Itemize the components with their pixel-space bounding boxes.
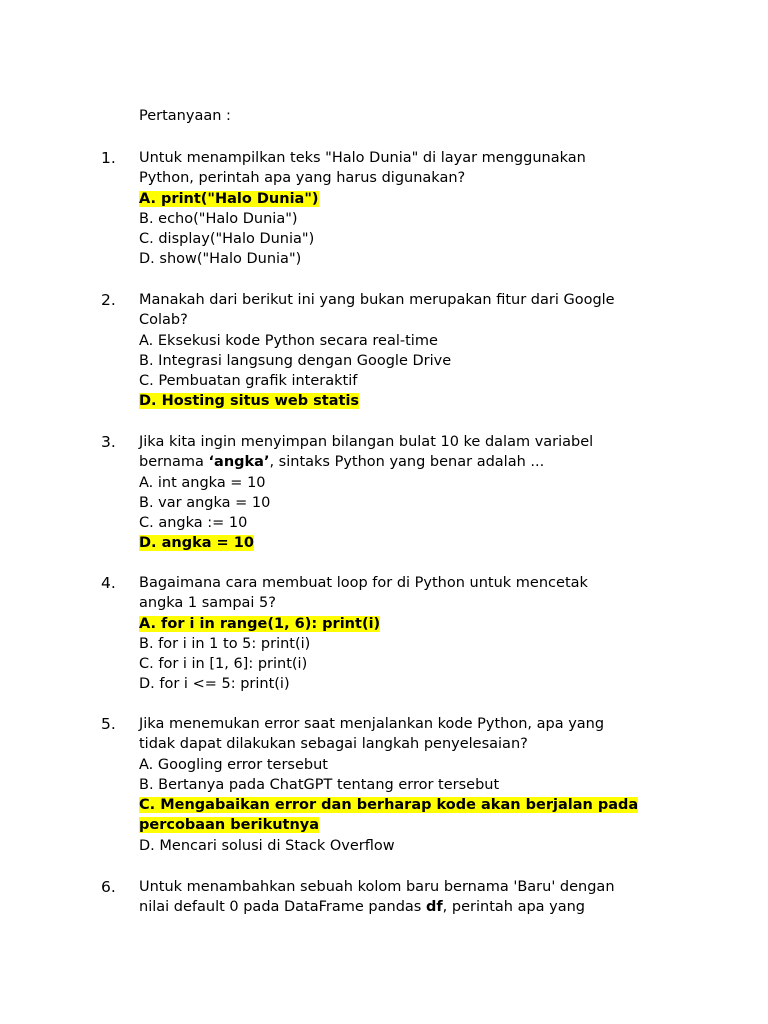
question-body [139, 290, 699, 412]
option-c: C. Pembuatan grafik interaktif [139, 373, 358, 390]
option-b: B. Bertanya pada ChatGPT tentang error tersebut [139, 776, 500, 793]
question-text-segment: nilai default 0 pada DataFrame pandas [139, 899, 426, 916]
option-a: A. int angka = 10 [139, 474, 266, 491]
option-a [139, 189, 699, 209]
option-b: B. Integrasi langsung dengan Google Drive [139, 352, 452, 369]
question-text-line [139, 897, 699, 917]
option-a: A. Googling error tersebut [139, 756, 328, 773]
question-text-segment: , perintah apa yang [442, 899, 586, 916]
question-number: 1. [101, 149, 116, 167]
question-body [139, 432, 699, 554]
answer-highlight: D. angka = 10 [139, 535, 254, 552]
option-d [139, 533, 699, 553]
answer-highlight: A. print("Halo Dunia") [139, 190, 319, 207]
answer-highlight: percobaan berikutnya [139, 817, 320, 834]
question-text-line [139, 452, 699, 472]
option-c: C. angka := 10 [139, 515, 248, 532]
question-text-line: Colab? [139, 312, 188, 329]
question-number: 3. [101, 433, 116, 451]
question-text-line: Untuk menampilkan teks "Halo Dunia" di layar menggunakan [139, 150, 586, 166]
option-c: C. display("Halo Dunia") [139, 231, 315, 248]
question-text-line: Jika kita ingin menyimpan bilangan bulat 10 ke dalam variabel [139, 434, 594, 450]
variable-name-bold: ‘angka’ [208, 454, 270, 471]
option-d: D. for i <= 5: print(i) [139, 676, 290, 693]
option-d: D. Mencari solusi di Stack Overflow [139, 837, 395, 854]
question-text-line: Jika menemukan error saat menjalankan kode Python, apa yang [139, 716, 605, 732]
option-c-continuation [139, 815, 699, 835]
question-text-line: Bagaimana cara membuat loop for di Python untuk mencetak [139, 575, 588, 591]
answer-highlight: C. Mengabaikan error dan berharap kode akan berjalan pada [139, 797, 639, 814]
question-text-line: angka 1 sampai 5? [139, 595, 276, 612]
option-c [139, 795, 699, 815]
answer-highlight: A. for i in range(1, 6): print(i) [139, 615, 381, 632]
question-text-line: Untuk menambahkan sebuah kolom baru bernama 'Baru' dengan [139, 879, 615, 895]
question-number: 6. [101, 878, 116, 896]
answer-highlight: D. Hosting situs web statis [139, 393, 360, 410]
question-number: 5. [101, 715, 116, 733]
question-body [139, 148, 699, 270]
option-b: B. for i in 1 to 5: print(i) [139, 635, 311, 652]
option-b: B. echo("Halo Dunia") [139, 210, 298, 227]
option-a [139, 614, 699, 634]
question-body [139, 573, 699, 695]
option-d: D. show("Halo Dunia") [139, 251, 302, 268]
option-b: B. var angka = 10 [139, 494, 271, 511]
question-text-line: Manakah dari berikut ini yang bukan merupakan fitur dari Google [139, 292, 615, 308]
dataframe-name-bold: df [425, 899, 443, 916]
question-body [139, 714, 699, 856]
question-text-line: Python, perintah apa yang harus digunakan? [139, 170, 466, 187]
question-text-segment: , sintaks Python yang benar adalah ... [269, 454, 545, 471]
option-c: C. for i in [1, 6]: print(i) [139, 656, 308, 673]
option-d [139, 391, 699, 411]
question-number: 4. [101, 574, 116, 592]
question-body [139, 877, 699, 918]
question-text-line: tidak dapat dilakukan sebagai langkah penyelesaian? [139, 736, 528, 753]
question-number: 2. [101, 291, 116, 309]
question-text-segment: bernama [139, 454, 209, 471]
option-a: A. Eksekusi kode Python secara real-time [139, 332, 438, 349]
page-heading: Pertanyaan : [139, 108, 231, 124]
